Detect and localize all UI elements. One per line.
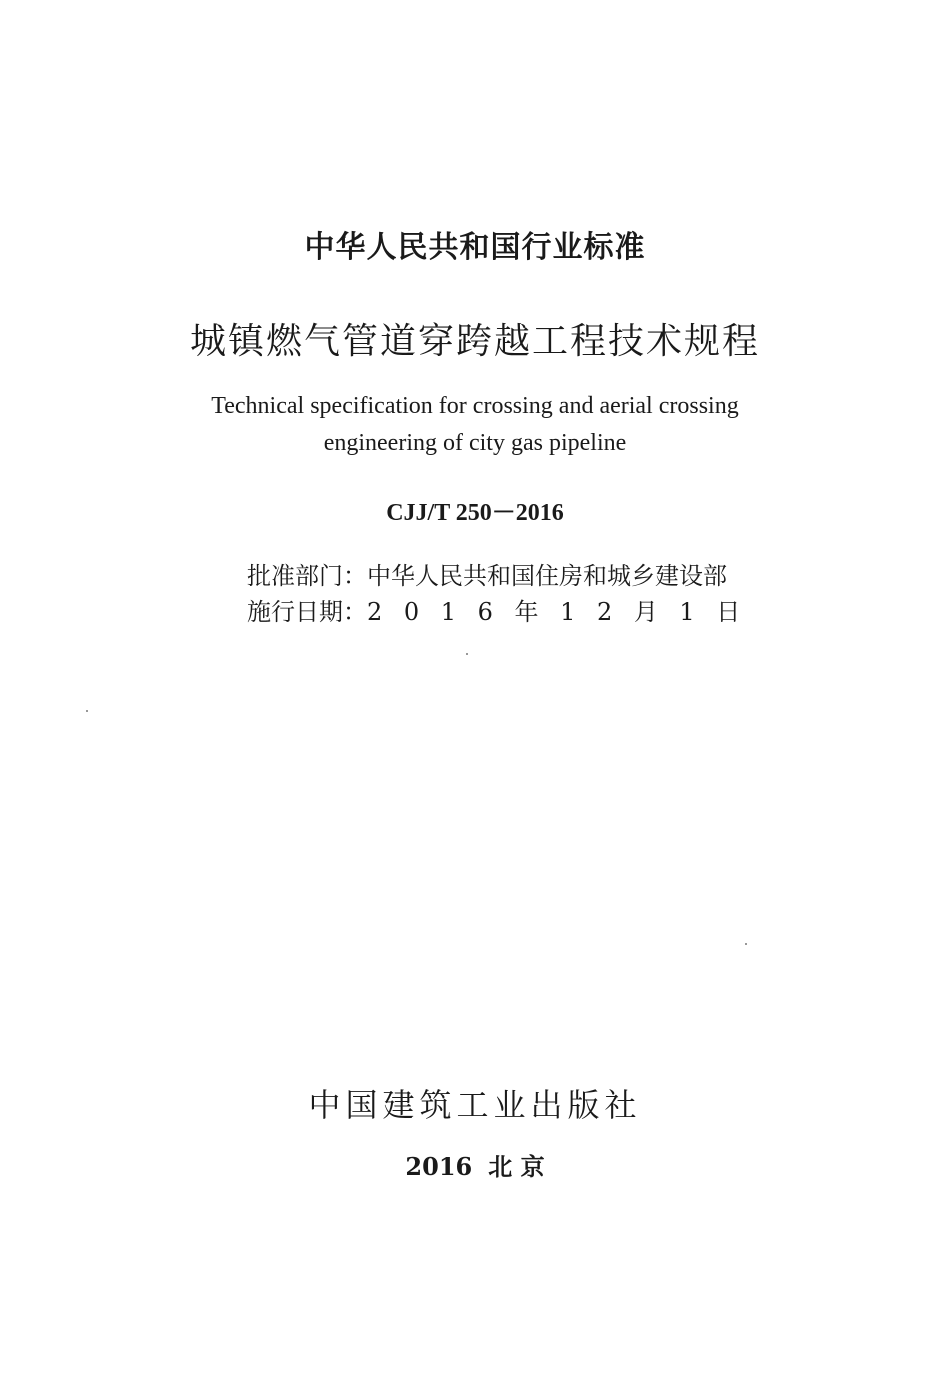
publisher-name: 中国建筑工业出版社	[308, 1086, 642, 1124]
english-title-line-1: Technical specification for crossing and aerial crossing	[211, 393, 739, 419]
publication-city: 北 京	[488, 1152, 545, 1181]
approval-department	[247, 556, 727, 591]
standard-code: CJJ/T 250－2016	[386, 500, 564, 526]
scan-speck	[745, 943, 747, 945]
scan-speck	[86, 710, 88, 712]
approval-value: 中华人民共和国住房和城乡建设部	[367, 562, 727, 590]
chinese-title: 城镇燃气管道穿跨越工程技术规程	[189, 321, 760, 362]
standard-series: 中华人民共和国行业标准	[304, 230, 646, 265]
effective-date	[247, 592, 762, 627]
publication-year: 2016	[405, 1152, 473, 1181]
english-title-line-2: engineering of city gas pipeline	[323, 430, 627, 456]
approval-label: 批准部门：	[247, 562, 367, 590]
scan-speck	[466, 653, 468, 655]
effective-label: 施行日期：	[247, 598, 367, 626]
effective-value: 2016年12月1日	[367, 598, 762, 626]
publication-info	[0, 1147, 950, 1182]
